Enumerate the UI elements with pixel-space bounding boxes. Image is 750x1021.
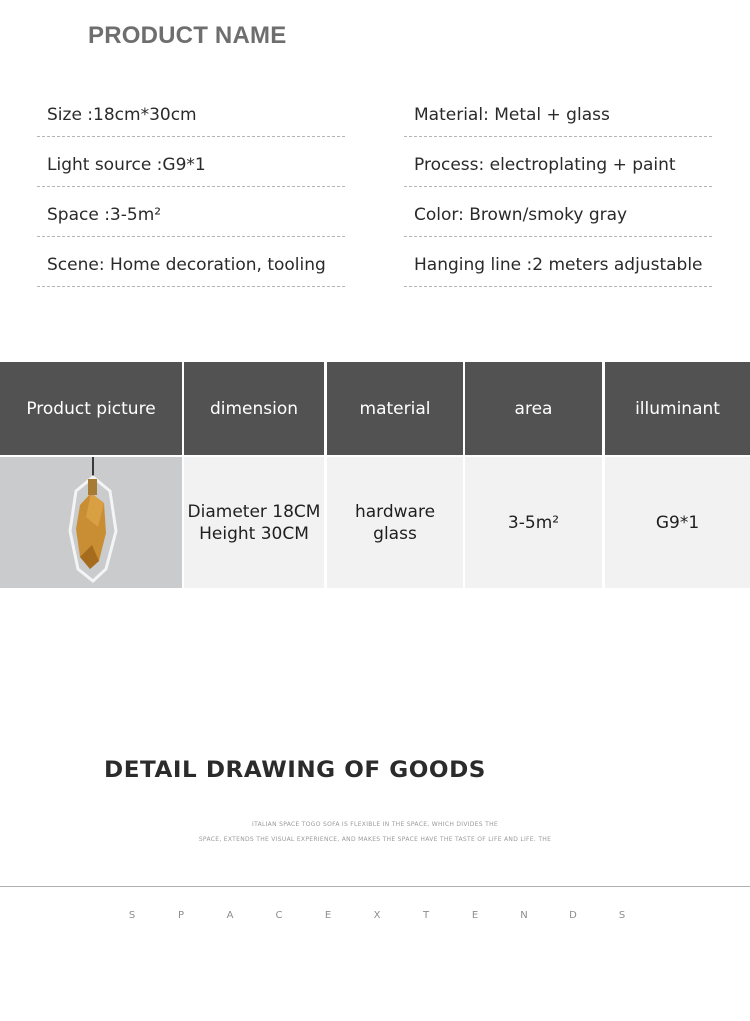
spec-light-source: Light source :G9*1: [37, 145, 345, 187]
header-product-picture: Product picture: [0, 362, 182, 455]
cell-illuminant: G9*1: [605, 457, 750, 588]
header-material: material: [327, 362, 463, 455]
letter: D: [569, 910, 577, 921]
header-area: area: [465, 362, 602, 455]
material-line-1: hardware: [354, 501, 436, 522]
dimension-diameter: Diameter 18CM: [187, 501, 321, 522]
letter: T: [422, 910, 430, 921]
dimension-height: Height 30CM: [199, 523, 309, 544]
letter: S: [128, 910, 136, 921]
cell-material: [327, 457, 463, 588]
header-dimension: dimension: [184, 362, 324, 455]
letter: P: [177, 910, 185, 921]
material-line-2: glass: [373, 523, 417, 544]
letter: X: [373, 910, 381, 921]
cell-area: 3-5m²: [465, 457, 602, 588]
letter: A: [226, 910, 234, 921]
spec-space: Space :3-5m²: [37, 195, 345, 237]
letter: N: [520, 910, 528, 921]
spec-scene: Scene: Home decoration, tooling: [37, 245, 345, 287]
spec-hanging-line: Hanging line :2 meters adjustable: [404, 245, 712, 287]
spec-color: Color: Brown/smoky gray: [404, 195, 712, 237]
spec-row: [37, 195, 712, 243]
spec-process: Process: electroplating + paint: [404, 145, 712, 187]
header-illuminant: illuminant: [605, 362, 750, 455]
spec-row: [37, 245, 712, 293]
letter: S: [618, 910, 626, 921]
letter: C: [275, 910, 283, 921]
spec-row: [37, 145, 712, 193]
spec-row: [37, 95, 712, 143]
cell-dimension: [184, 457, 324, 588]
spec-material: Material: Metal + glass: [404, 95, 712, 137]
spec-size: Size :18cm*30cm: [37, 95, 345, 137]
page-title: PRODUCT NAME: [88, 22, 287, 49]
pendant-lamp-illustration: [0, 457, 182, 588]
letter: E: [471, 910, 479, 921]
detail-title: DETAIL DRAWING OF GOODS: [104, 758, 486, 783]
product-table: [0, 362, 750, 588]
detail-text-line-1: ITALIAN SPACE TOGO SOFA IS FLEXIBLE IN THE SPACE, WHICH DIVIDES THE: [252, 821, 498, 828]
divider: [0, 886, 750, 887]
letter: E: [324, 910, 332, 921]
product-image: [0, 457, 182, 588]
detail-text-line-2: SPACE, EXTENDS THE VISUAL EXPERIENCE, AND MAKES THE SPACE HAVE THE TASTE OF LIFE AND LIFE. THE: [198, 836, 552, 843]
